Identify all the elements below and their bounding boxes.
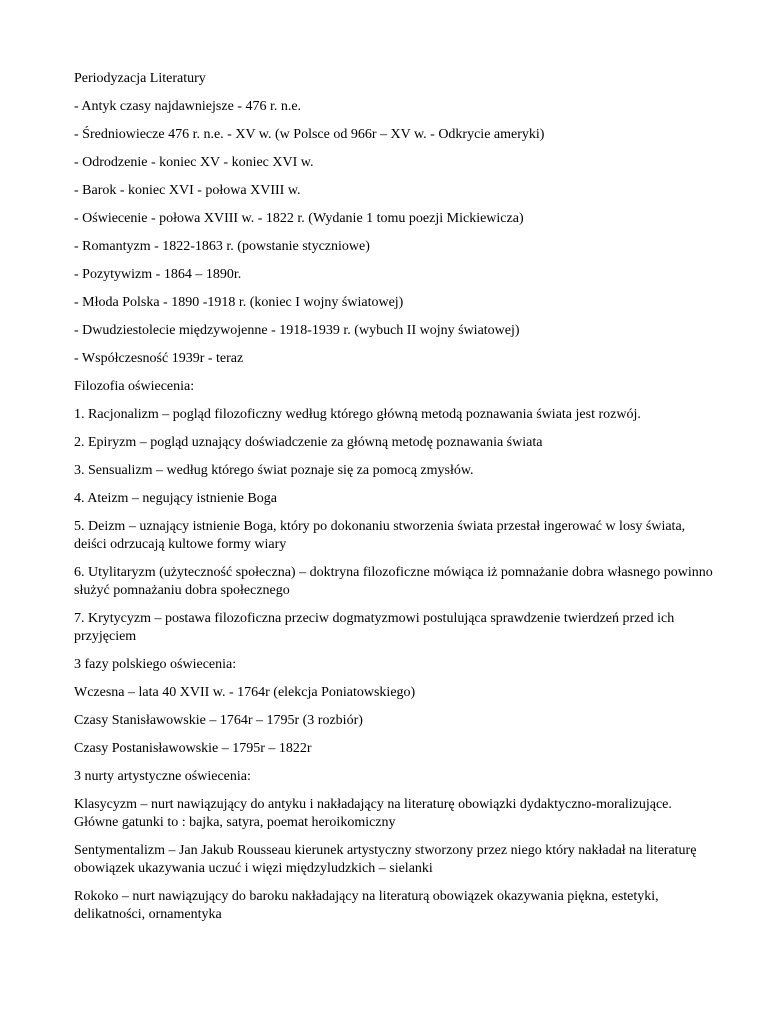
document-title: Periodyzacja Literatury [74, 71, 206, 86]
philosophy-item: 3. Sensualizm – według którego świat poznaje się za pomocą zmysłów. [74, 463, 474, 478]
period-item: - Romantyzm - 1822-1863 r. (powstanie styczniowe) [74, 239, 370, 254]
period-item: - Antyk czasy najdawniejsze - 476 r. n.e. [74, 99, 302, 114]
philosophy-item: 1. Racjonalizm – pogląd filozoficzny według którego główną metodą poznawania świata jest rozwój. [74, 407, 641, 422]
philosophy-heading: Filozofia oświecenia: [74, 379, 195, 394]
philosophy-item: 5. Deizm – uznający istnienie Boga, który po dokonaniu stworzenia świata przestał ingerować w losy świata, deiści odrzucają kultowe formy wiary [74, 519, 686, 552]
period-item: - Dwudziestolecie międzywojenne - 1918-1939 r. (wybuch II wojny światowej) [74, 323, 520, 338]
document-page [74, 70, 714, 934]
philosophy-item: 2. Epiryzm – pogląd uznający doświadczenie za główną metodę poznawania świata [74, 435, 543, 450]
phase-item: Czasy Postanisławowskie – 1795r – 1822r [74, 741, 312, 756]
period-item: - Pozytywizm - 1864 – 1890r. [74, 267, 242, 282]
period-item: - Młoda Polska - 1890 -1918 r. (koniec I wojny światowej) [74, 295, 404, 310]
period-item: - Średniowiecze 476 r. n.e. - XV w. (w Polsce od 966r – XV w. - Odkrycie ameryki) [74, 127, 545, 142]
phase-item: Wczesna – lata 40 XVII w. - 1764r (elekcja Poniatowskiego) [74, 685, 416, 700]
philosophy-item: 4. Ateizm – negujący istnienie Boga [74, 491, 277, 506]
phase-item: Czasy Stanisławowskie – 1764r – 1795r (3 rozbiór) [74, 713, 363, 728]
current-item: Sentymentalizm – Jan Jakub Rousseau kierunek artystyczny stworzony przez niego który nakładał na literaturę obowiązek ukazywania uczuć i więzi międzyludzkich – sielanki [74, 843, 697, 876]
period-item: - Barok - koniec XVI - połowa XVIII w. [74, 183, 301, 198]
period-item: - Współczesność 1939r - teraz [74, 351, 244, 366]
currents-heading: 3 nurty artystyczne oświecenia: [74, 769, 251, 784]
philosophy-item: 6. Utylitaryzm (użyteczność społeczna) – doktryna filozoficzne mówiąca iż pomnażanie dobra własnego powinno służyć pomnażaniu dobra społecznego [74, 565, 713, 598]
current-item: Klasycyzm – nurt nawiązujący do antyku i nakładający na literaturę obowiązki dydaktyczno-moralizujące. Główne gatunki to : bajka, satyra, poemat heroikomiczny [74, 797, 672, 830]
phases-heading: 3 fazy polskiego oświecenia: [74, 657, 237, 672]
philosophy-item: 7. Krytycyzm – postawa filozoficzna przeciw dogmatyzmowi postulująca sprawdzenie twierdzeń przed ich przyjęciem [74, 611, 675, 644]
period-item: - Oświecenie - połowa XVIII w. - 1822 r. (Wydanie 1 tomu poezji Mickiewicza) [74, 211, 524, 226]
current-item: Rokoko – nurt nawiązujący do baroku nakładający na literaturą obowiązek okazywania piękna, estetyki, delikatności, ornamentyka [74, 889, 659, 922]
period-item: - Odrodzenie - koniec XV - koniec XVI w. [74, 155, 314, 170]
